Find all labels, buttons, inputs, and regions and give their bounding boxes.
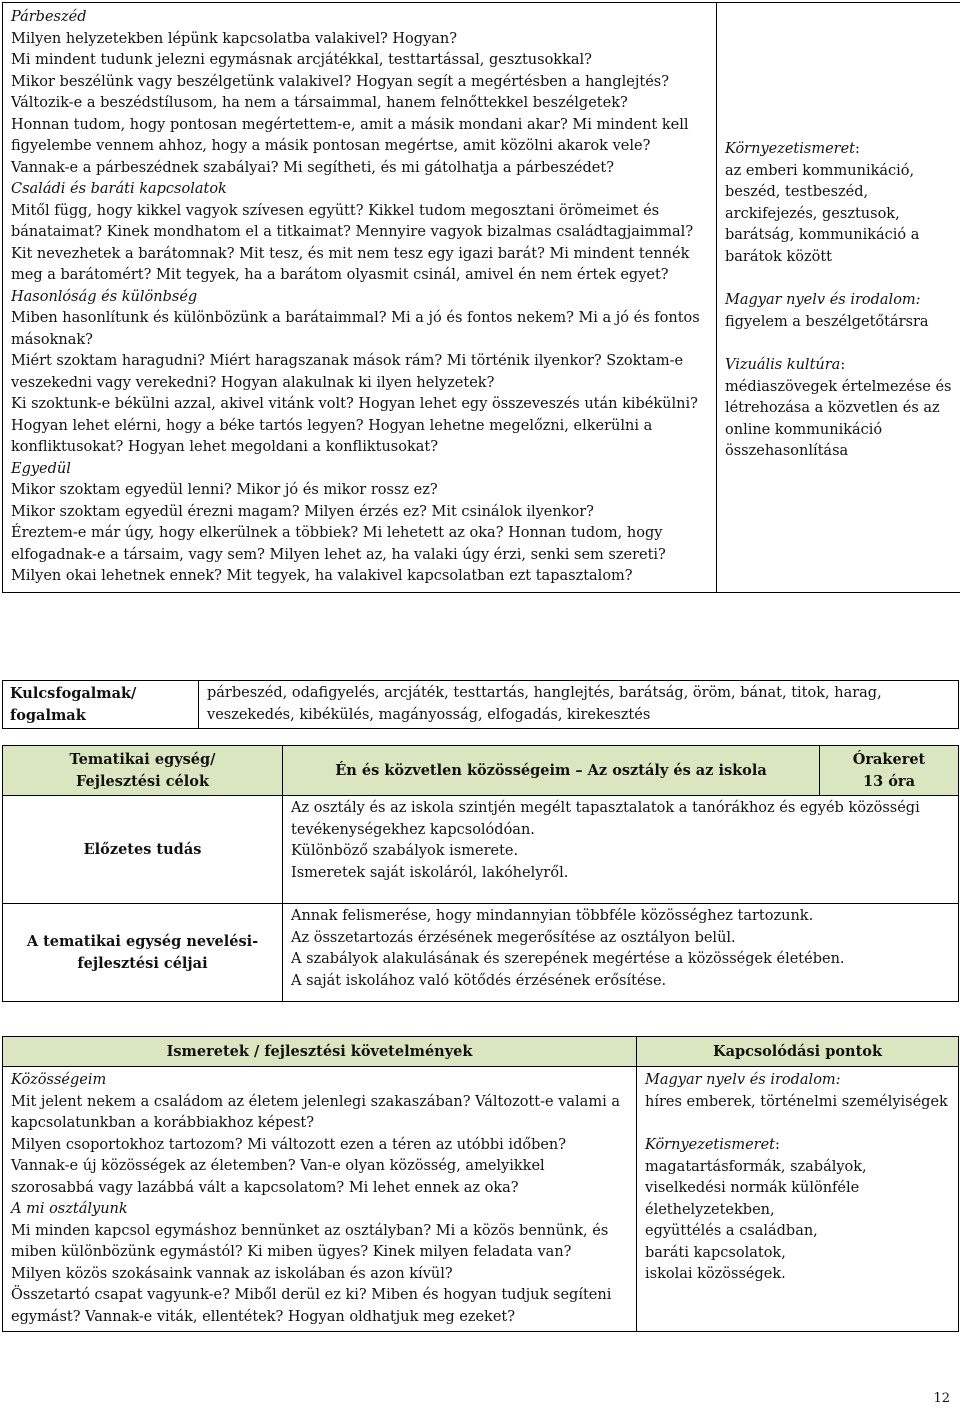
osztalyunk-line: Összetartó csapat vagyunk-e? Miből derül ez ki? Miben és hogyan tudjuk segíteni egymást? Vannak-e viták, ellentétek? Hogyan oldhatjuk meg ezeket?	[11, 1287, 612, 1325]
connection-heading: Környezetismeret:	[645, 1137, 780, 1153]
connection-line: együttélés a családban,	[645, 1223, 818, 1239]
parbeszed-line: Milyen helyzetekben lépünk kapcsolatba valakivel? Hogyan?	[11, 30, 457, 47]
orakeret	[820, 746, 959, 796]
osztalyunk-line: Milyen közös szokásaink vannak az iskolában és azon kívül?	[11, 1265, 453, 1282]
kozossegeim-line: Milyen csoportokhoz tartozom? Mi változott ezen a téren az utóbbi időben?	[11, 1136, 567, 1153]
osztalyunk-line: Mi minden kapcsol egymáshoz bennünket az osztályban? Mi a közös bennünk, és miben különbözünk egymástól? Ki miben ügyes? Kinek milyen feladata van?	[11, 1222, 609, 1260]
kozossegeim-line: Mit jelent nekem a családom az életem jelenlegi szakaszában? Változott-e valami a kapcsolatunkban a korábbiakhoz képest?	[11, 1093, 620, 1131]
connection-line: baráti kapcsolatok,	[645, 1244, 786, 1261]
egyedul-line: Mikor szoktam egyedül érezni magam? Milyen érzés ez? Mit csinálok ilyenkor?	[11, 503, 594, 520]
page-number: 12	[933, 1390, 950, 1406]
elozetes-tudas-label: Előzetes tudás	[3, 796, 283, 904]
section-heading-hasonlosag: Hasonlóság és különbség	[11, 288, 198, 305]
top-table	[2, 2, 960, 593]
hasonlosag-line: Miben hasonlítunk és különbözünk a barátaimmal? Mi a jó és fontos nekem? Mi a jó és fontos másoknak?	[11, 310, 700, 348]
celok-text: Annak felismerése, hogy mindannyian többféle közösséghez tartozunk. Az összetartozás érzésének megerősítése az osztályon belül. A szabályok alakulásának és szerepének megértése a közösségek életében. A saját iskolához való kötődés érzésének erősítése.	[283, 904, 959, 1002]
parbeszed-line: Vannak-e a párbeszédnek szabályai? Mi segítheti, és mi gátolhatja a párbeszédet?	[11, 159, 614, 176]
connection-heading: Vizuális kultúra:	[725, 357, 846, 373]
tematikai-title: Én és közvetlen közösségeim – Az osztály és az iskola	[283, 746, 820, 796]
ismeretek-left-cell	[3, 1067, 637, 1332]
connection-heading: Magyar nyelv és irodalom:	[725, 292, 921, 308]
ismeretek-header: Ismeretek / fejlesztési követelmények	[3, 1037, 637, 1067]
section-heading-csaladi: Családi és baráti kapcsolatok	[11, 181, 227, 197]
hasonlosag-line: Ki szoktunk-e békülni azzal, akivel vitánk volt? Hogyan lehet egy összeveszés után kibékülni? Hogyan lehet elérni, hogy a béke tartós legyen? Hogyan lehetne megelőzni, elkerülni a konfliktusokat? Hogyan lehet megoldani a konfliktusokat?	[11, 396, 698, 455]
top-right-cell	[717, 3, 960, 593]
parbeszed-line: Honnan tudom, hogy pontosan megértettem-e, amit a másik mondani akar? Mi mindent kell figyelembe vennem ahhoz, hogy a másik pontosan megértse, amit közölni akarok vele?	[11, 116, 689, 154]
kulcsfogalmak-text: párbeszéd, odafigyelés, arcjáték, testtartás, hanglejtés, barátság, öröm, bánat, titok, harag, veszekedés, kibékülés, magányosság, elfogadás, kirekesztés	[199, 681, 959, 729]
parbeszed-line: Mi mindent tudunk jelezni egymásnak arcjátékkal, testtartással, gesztusokkal?	[11, 52, 592, 68]
top-left-cell	[3, 3, 717, 593]
egyedul-line: Éreztem-e már úgy, hogy elkerülnek a többiek? Mi lehetett az oka? Honnan tudom, hogy elfogadnak-e a társaim, vagy sem? Milyen lehet az, ha valaki úgy érzi, senki sem szereti? Milyen okai lehetnek ennek? Mit tegyek, ha valakivel kapcsolatban ezt tapasztalom?	[11, 525, 666, 584]
connection-heading: Magyar nyelv és irodalom:	[645, 1072, 841, 1088]
kulcsfogalmak-label: Kulcsfogalmak/ fogalmak	[3, 681, 199, 729]
tematikai-label: Tematikai egység/ Fejlesztési célok	[3, 746, 283, 796]
egyedul-line: Mikor szoktam egyedül lenni? Mikor jó és mikor rossz ez?	[11, 482, 438, 498]
kulcsfogalmak-table	[2, 680, 959, 729]
ismeretek-table	[2, 1036, 959, 1332]
connection-text: az emberi kommunikáció, beszéd, testbeszéd, arckifejezés, gesztusok, barátság, kommunikáció a barátok között	[725, 162, 920, 265]
tematikai-table	[2, 745, 959, 1002]
section-heading-parbeszed: Párbeszéd	[11, 9, 87, 25]
parbeszed-line: Változik-e a beszédstílusom, ha nem a társaimmal, hanem felnőttekkel beszélgetek?	[11, 95, 628, 111]
connection-heading: Környezetismeret:	[725, 141, 860, 157]
parbeszed-line: Mikor beszélünk vagy beszélgetünk valakivel? Hogyan segít a megértésben a hanglejtés?	[11, 73, 670, 90]
connection-text: híres emberek, történelmi személyiségek	[645, 1093, 948, 1110]
kapcsolodasi-header: Kapcsolódási pontok	[637, 1037, 959, 1067]
elozetes-tudas-text: Az osztály és az iskola szintjén megélt tapasztalatok a tanórákhoz és egyéb közösségi tevékenységekhez kapcsolódóan. Különböző szabályok ismerete. Ismeretek saját iskoláról, lakóhelyről.	[283, 796, 959, 904]
section-heading-egyedul: Egyedül	[11, 460, 71, 477]
connection-text: figyelem a beszélgetőtársra	[725, 313, 929, 330]
orakeret-label: Órakeret	[852, 751, 926, 768]
csaladi-line: Kit nevezhetek a barátomnak? Mit tesz, és mit nem tesz egy igazi barát? Mi mindent tennék meg a barátomért? Mit tegyek, ha a barátom olyasmit csinál, amivel én nem értek egyet?	[11, 245, 690, 283]
kapcsolodasi-right-cell	[637, 1067, 959, 1332]
connection-line: iskolai közösségek.	[645, 1266, 786, 1282]
connection-text: magatartásformák, szabályok, viselkedési normák különféle élethelyzetekben,	[645, 1158, 867, 1218]
csaladi-line: Mitől függ, hogy kikkel vagyok szívesen együtt? Kikkel tudom megosztani örömeimet és bánataimat? Kinek mondhatom el a titkaimat? Mennyire vagyok bizalmas családtagjaimmal?	[11, 202, 694, 240]
connection-text: médiaszövegek értelmezése és létrehozása a közvetlen és az online kommunikáció összehasonlítása	[725, 378, 952, 459]
hasonlosag-line: Miért szoktam haragudni? Miért haragszanak mások rám? Mi történik ilyenkor? Szoktam-e veszekedni vagy verekedni? Hogyan alakulnak ki ilyen helyzetek?	[11, 353, 684, 391]
section-heading-kozossegeim: Közösségeim	[11, 1072, 107, 1088]
section-heading-osztalyunk: A mi osztályunk	[11, 1201, 128, 1217]
orakeret-value: 13 óra	[863, 772, 915, 790]
kozossegeim-line: Vannak-e új közösségek az életemben? Van-e olyan közösség, amelyikkel szorosabbá vagy lazábbá vált a kapcsolatom? Mi lehet ennek az oka?	[11, 1158, 545, 1196]
celok-label: A tematikai egység nevelési-fejlesztési céljai	[3, 904, 283, 1002]
